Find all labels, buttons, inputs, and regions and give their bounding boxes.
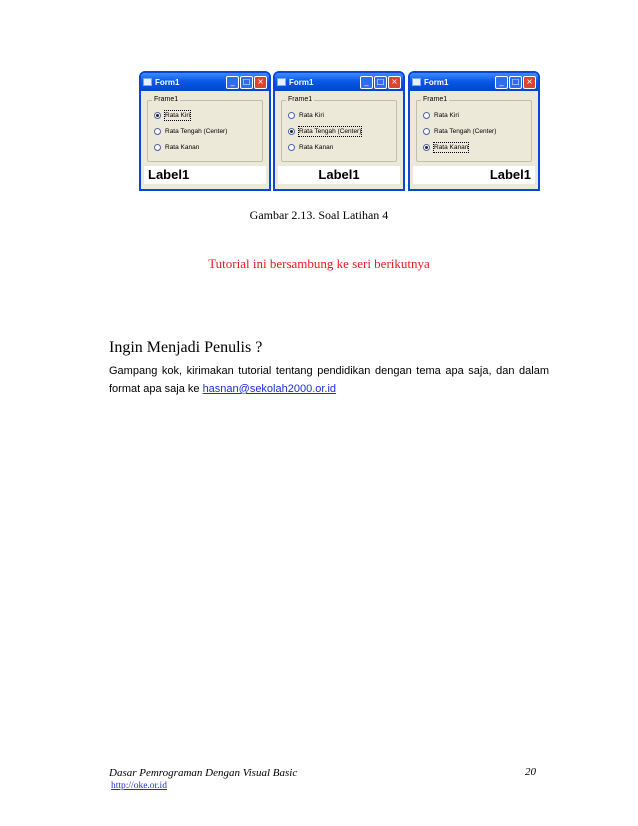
app-icon — [143, 78, 152, 86]
option-label[interactable]: Rata Kiri — [299, 111, 324, 119]
footer-url-link[interactable]: http://oke.or.id — [111, 781, 167, 791]
option-rata-kiri[interactable] — [288, 110, 324, 120]
figure-caption: Gambar 2.13. Soal Latihan 4 — [249, 208, 389, 222]
option-label[interactable]: Rata Kanan — [299, 143, 334, 151]
option-label[interactable]: Rata Tengah (Center) — [299, 127, 362, 135]
maximize-icon[interactable]: □ — [240, 76, 253, 89]
option-label[interactable]: Rata Kiri — [434, 111, 459, 119]
section-body — [109, 362, 549, 398]
option-rata-kanan[interactable] — [154, 142, 199, 152]
option-rata-tengah[interactable] — [154, 126, 227, 136]
option-rata-tengah[interactable] — [423, 126, 496, 136]
radio-icon[interactable] — [423, 128, 430, 135]
title-bar — [275, 73, 403, 91]
window-title: Form1 — [155, 77, 180, 87]
title-bar — [410, 73, 538, 91]
radio-icon[interactable] — [288, 112, 295, 119]
form1-window-right — [408, 71, 540, 191]
option-label[interactable]: Rata Tengah (Center) — [434, 127, 497, 135]
form1-window-left — [139, 71, 271, 191]
frame1-group — [147, 96, 263, 162]
email-link[interactable]: hasnan@sekolah2000.or.id — [202, 383, 337, 395]
minimize-icon[interactable]: _ — [495, 76, 508, 89]
radio-icon[interactable] — [288, 144, 295, 151]
option-rata-kiri[interactable] — [423, 110, 459, 120]
frame1-group — [281, 96, 397, 162]
option-rata-kiri[interactable] — [154, 110, 190, 120]
label1: Label1 — [413, 166, 535, 184]
option-label[interactable]: Rata Kanan — [165, 143, 200, 151]
option-label[interactable]: Rata Kiri — [165, 111, 190, 119]
footer-book-title: Dasar Pemrograman Dengan Visual Basic — [109, 767, 298, 779]
frame-caption: Frame1 — [423, 96, 448, 103]
page-number: 20 — [525, 766, 536, 778]
radio-icon[interactable] — [423, 112, 430, 119]
close-icon[interactable]: × — [523, 76, 536, 89]
continuation-notice: Tutorial ini bersambung ke seri berikutnya — [208, 256, 430, 271]
label1: Label1 — [278, 166, 400, 184]
app-icon — [277, 78, 286, 86]
option-rata-kanan[interactable] — [288, 142, 333, 152]
maximize-icon[interactable]: □ — [509, 76, 522, 89]
form1-window-center — [273, 71, 405, 191]
option-label[interactable]: Rata Kanan — [434, 143, 469, 151]
radio-icon[interactable] — [154, 144, 161, 151]
radio-icon[interactable] — [154, 128, 161, 135]
window-title: Form1 — [289, 77, 314, 87]
option-rata-tengah[interactable] — [288, 126, 361, 136]
app-icon — [412, 78, 421, 86]
frame1-group — [416, 96, 532, 162]
radio-icon[interactable] — [288, 128, 295, 135]
close-icon[interactable]: × — [388, 76, 401, 89]
window-title: Form1 — [424, 77, 449, 87]
minimize-icon[interactable]: _ — [226, 76, 239, 89]
option-rata-kanan[interactable] — [423, 142, 468, 152]
minimize-icon[interactable]: _ — [360, 76, 373, 89]
option-label[interactable]: Rata Tengah (Center) — [165, 127, 228, 135]
title-bar — [141, 73, 269, 91]
body-text: Gampang kok, kirimakan tutorial tentang pendidikan dengan tema apa saja, dan dalam format apa saja ke — [109, 365, 549, 395]
label1: Label1 — [144, 166, 266, 184]
frame-caption: Frame1 — [154, 96, 179, 103]
section-title: Ingin Menjadi Penulis ? — [109, 339, 263, 356]
close-icon[interactable]: × — [254, 76, 267, 89]
maximize-icon[interactable]: □ — [374, 76, 387, 89]
frame-caption: Frame1 — [288, 96, 313, 103]
radio-icon[interactable] — [423, 144, 430, 151]
radio-icon[interactable] — [154, 112, 161, 119]
